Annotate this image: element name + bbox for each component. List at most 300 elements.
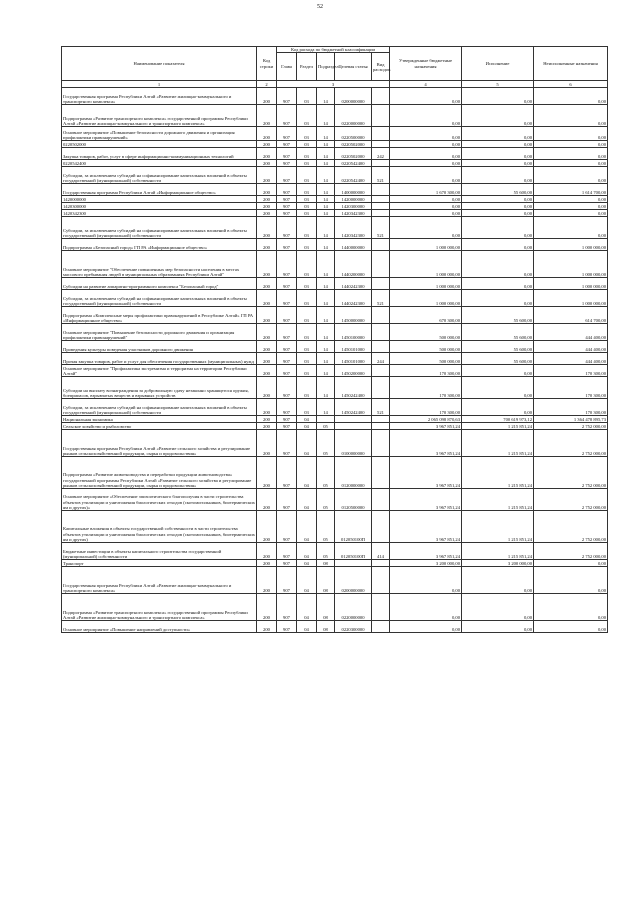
cell-vr	[372, 184, 390, 196]
cell-razdel: 04	[297, 430, 317, 457]
cell-glava: 907	[277, 307, 297, 324]
cell-razdel: 04	[297, 416, 317, 423]
cell-name: Капитальные вложения в объекты государственной собственности в части строительства объектов утилизации и уничтожения биологических отходов (скотомогильников, биотермических ям и других)	[62, 511, 257, 543]
cell-exec: 1 215 851,24	[462, 543, 534, 560]
cell-razdel: 03	[297, 217, 317, 239]
cell-exec: 0,00	[462, 127, 534, 141]
cell-exec: 1 215 851,24	[462, 423, 534, 430]
cell-line: 200	[257, 377, 277, 399]
cell-vr	[372, 88, 390, 105]
cell-unexec: 1 000 000,00	[534, 239, 608, 251]
cell-name: Государственная программа Республики Алтай «Развитие сельского хозяйства и регулирование рынков сельскохозяйственной продукции, сырья и продовольствия»	[62, 430, 257, 457]
cell-line: 200	[257, 290, 277, 307]
cell-appr: 0,00	[390, 105, 462, 127]
cell-glava: 907	[277, 160, 297, 167]
cell-exec: 700 619 973,12	[462, 416, 534, 423]
cell-glava: 907	[277, 196, 297, 203]
cell-vr	[372, 105, 390, 127]
cell-podr: 14	[317, 160, 335, 167]
cell-line: 200	[257, 353, 277, 365]
cell-razdel: 04	[297, 511, 317, 543]
cell-cs: 0220000000	[335, 594, 372, 621]
table-row	[62, 594, 608, 621]
index-cell: 1	[62, 81, 257, 88]
cell-exec: 55 600,00	[462, 184, 534, 196]
cell-vr	[372, 307, 390, 324]
cell-exec: 1 215 851,24	[462, 430, 534, 457]
cell-unexec: 0,00	[534, 567, 608, 594]
cell-appr: 1 000 000,00	[390, 251, 462, 278]
table-row	[62, 210, 608, 217]
cell-podr	[317, 416, 335, 423]
cell-unexec: 1 614 700,00	[534, 184, 608, 196]
cell-glava: 907	[277, 430, 297, 457]
table-row	[62, 621, 608, 633]
cell-glava: 907	[277, 543, 297, 560]
cell-cs: 1440200000	[335, 251, 372, 278]
cell-exec: 0,00	[462, 239, 534, 251]
cell-vr: 521	[372, 399, 390, 416]
cell-cs: 1420300000	[335, 203, 372, 210]
cell-razdel: 04	[297, 457, 317, 489]
cell-vr	[372, 511, 390, 543]
cell-line: 200	[257, 184, 277, 196]
index-cell: 6	[534, 81, 608, 88]
header-classification-group: Код расхода по бюджетной классификации	[277, 47, 390, 53]
cell-unexec: 0,00	[534, 148, 608, 160]
cell-podr: 08	[317, 567, 335, 594]
cell-cs: 1450101000	[335, 353, 372, 365]
cell-name: Подпрограмма «Развитие транспортного комплекса» государственной программы Республики Алтай «Развитие жилищно-коммунального и транспортного комплекса»	[62, 105, 257, 127]
cell-vr	[372, 567, 390, 594]
cell-unexec: 170 300,00	[534, 399, 608, 416]
cell-glava: 907	[277, 365, 297, 377]
cell-line: 200	[257, 543, 277, 560]
cell-appr: 0,00	[390, 88, 462, 105]
cell-exec: 0,00	[462, 251, 534, 278]
cell-line: 200	[257, 594, 277, 621]
cell-unexec: 0,00	[534, 560, 608, 567]
cell-name: 1420342300	[62, 210, 257, 217]
table-row	[62, 457, 608, 489]
cell-line: 200	[257, 621, 277, 633]
cell-razdel: 03	[297, 353, 317, 365]
cell-unexec: 1 000 000,00	[534, 251, 608, 278]
table-row	[62, 560, 608, 567]
cell-cs: 0120000000	[335, 457, 372, 489]
cell-name: Основное мероприятие "Обеспечение повышенных мер безопасности населения в местах массового пребывания людей в муниципальных образованиях Республики Алтай"	[62, 251, 257, 278]
cell-appr: 3 200 000,00	[390, 560, 462, 567]
cell-podr: 14	[317, 278, 335, 290]
cell-podr: 14	[317, 184, 335, 196]
cell-appr: 0,00	[390, 594, 462, 621]
cell-podr: 05	[317, 511, 335, 543]
cell-glava: 907	[277, 217, 297, 239]
cell-cs: 1440242300	[335, 290, 372, 307]
cell-glava: 907	[277, 621, 297, 633]
cell-cs: 0200000000	[335, 567, 372, 594]
table-row	[62, 141, 608, 148]
cell-unexec: 0,00	[534, 594, 608, 621]
cell-cs: 1450100000	[335, 324, 372, 341]
cell-name: Субсидии, за исключением субсидий на софинансирование капитальных вложений в объекты государственной (муниципальной) собственности	[62, 167, 257, 184]
header-line-code: Код строки	[257, 47, 277, 81]
cell-appr: 3 967 851,24	[390, 489, 462, 511]
table-row	[62, 251, 608, 278]
cell-razdel: 03	[297, 365, 317, 377]
cell-name: 0220542400	[62, 160, 257, 167]
cell-name: Основное мероприятие «Обеспечение эпизоотического благополучия в части строительства объектов утилизации и уничтожения биологических отходов (скотомогильников, биотермических ям и других)»	[62, 489, 257, 511]
cell-exec: 55 600,00	[462, 353, 534, 365]
header-podrazdel: Подраздел	[317, 53, 335, 81]
cell-line: 200	[257, 365, 277, 377]
cell-exec: 0,00	[462, 196, 534, 203]
cell-podr: 14	[317, 353, 335, 365]
cell-name: Государственная программа Республики Алтай «Развитие жилищно-коммунального и транспортного комплекса»	[62, 88, 257, 105]
cell-podr: 05	[317, 457, 335, 489]
cell-exec: 1 215 851,24	[462, 457, 534, 489]
cell-name: Подпрограмма «Развитие транспортного комплекса» государственной программы Республики Алтай «Развитие жилищно-коммунального и транспортного комплекса»	[62, 594, 257, 621]
table-row	[62, 290, 608, 307]
cell-glava: 907	[277, 148, 297, 160]
cell-glava: 907	[277, 141, 297, 148]
header-vid: Вид расходов	[372, 53, 390, 81]
cell-razdel: 03	[297, 278, 317, 290]
table-row	[62, 278, 608, 290]
cell-podr: 14	[317, 210, 335, 217]
cell-vr	[372, 457, 390, 489]
cell-line: 200	[257, 141, 277, 148]
cell-appr: 500 000,00	[390, 353, 462, 365]
cell-name: 1420300000	[62, 203, 257, 210]
cell-name: Государственная программа Республики Алтай «Информационное общество»	[62, 184, 257, 196]
cell-name: Основное мероприятие "Профилактика экстремизма и терроризма на территории Республики Алтай"	[62, 365, 257, 377]
cell-appr: 0,00	[390, 148, 462, 160]
cell-line: 200	[257, 148, 277, 160]
cell-name: Субсидии, за исключением субсидий на софинансирование капитальных вложений в объекты государственной (муниципальной) собственности	[62, 217, 257, 239]
cell-vr	[372, 489, 390, 511]
cell-glava: 907	[277, 278, 297, 290]
cell-razdel: 03	[297, 167, 317, 184]
cell-vr	[372, 239, 390, 251]
cell-razdel: 03	[297, 196, 317, 203]
cell-vr	[372, 160, 390, 167]
cell-appr: 0,00	[390, 141, 462, 148]
cell-podr: 14	[317, 196, 335, 203]
budget-execution-table	[61, 46, 608, 633]
cell-cs: 1450101000	[335, 341, 372, 353]
cell-unexec: 1 000 000,00	[534, 278, 608, 290]
cell-vr: 521	[372, 217, 390, 239]
cell-razdel: 03	[297, 290, 317, 307]
cell-unexec: 444 400,00	[534, 341, 608, 353]
cell-razdel: 03	[297, 307, 317, 324]
cell-cs: 1450242400	[335, 399, 372, 416]
cell-razdel: 03	[297, 377, 317, 399]
cell-unexec: 0,00	[534, 160, 608, 167]
cell-vr	[372, 560, 390, 567]
cell-vr	[372, 210, 390, 217]
cell-vr: 521	[372, 167, 390, 184]
cell-podr: 14	[317, 105, 335, 127]
cell-appr: 2 065 098 870,63	[390, 416, 462, 423]
cell-razdel: 03	[297, 141, 317, 148]
cell-exec: 0,00	[462, 203, 534, 210]
cell-glava: 907	[277, 416, 297, 423]
cell-podr: 14	[317, 399, 335, 416]
cell-glava: 907	[277, 203, 297, 210]
cell-name: 0220502000	[62, 141, 257, 148]
header-name: Наименование показателя	[62, 47, 257, 81]
table-row	[62, 167, 608, 184]
cell-unexec: 0,00	[534, 621, 608, 633]
cell-vr: 521	[372, 290, 390, 307]
cell-glava: 907	[277, 377, 297, 399]
cell-vr	[372, 141, 390, 148]
cell-line: 200	[257, 278, 277, 290]
cell-glava: 907	[277, 399, 297, 416]
cell-line: 200	[257, 217, 277, 239]
cell-razdel: 04	[297, 594, 317, 621]
cell-glava: 907	[277, 210, 297, 217]
cell-razdel: 03	[297, 105, 317, 127]
cell-razdel: 04	[297, 567, 317, 594]
cell-unexec: 0,00	[534, 88, 608, 105]
cell-glava: 907	[277, 567, 297, 594]
cell-unexec: 444 400,00	[534, 324, 608, 341]
cell-glava: 907	[277, 511, 297, 543]
header-executed: Исполнение	[462, 47, 534, 81]
cell-cs: 1440242300	[335, 278, 372, 290]
cell-line: 200	[257, 160, 277, 167]
cell-cs: 0220502000	[335, 141, 372, 148]
table-row	[62, 423, 608, 430]
cell-appr: 0,00	[390, 160, 462, 167]
cell-unexec: 0,00	[534, 196, 608, 203]
header-tselevaya: Целевая статья	[335, 53, 372, 81]
cell-exec: 55 600,00	[462, 341, 534, 353]
cell-razdel: 03	[297, 341, 317, 353]
cell-podr: 14	[317, 377, 335, 399]
cell-appr: 1 000 000,00	[390, 278, 462, 290]
cell-exec: 1 215 851,24	[462, 489, 534, 511]
cell-vr	[372, 324, 390, 341]
table-row	[62, 160, 608, 167]
cell-podr: 14	[317, 307, 335, 324]
cell-vr: 242	[372, 148, 390, 160]
cell-cs: 0220500000	[335, 127, 372, 141]
cell-appr: 500 000,00	[390, 324, 462, 341]
cell-unexec: 2 752 000,00	[534, 430, 608, 457]
cell-name: Основное мероприятие «Повышение направлений доступности»	[62, 621, 257, 633]
header-razdel: Раздел	[297, 53, 317, 81]
cell-name: Бюджетные инвестиции в объекты капитального строительства государственной (муниципальной) собственности	[62, 543, 257, 560]
cell-razdel: 04	[297, 489, 317, 511]
cell-vr	[372, 278, 390, 290]
cell-unexec: 0,00	[534, 127, 608, 141]
cell-exec: 55 600,00	[462, 324, 534, 341]
cell-appr: 170 300,00	[390, 365, 462, 377]
cell-cs: 0220502000	[335, 148, 372, 160]
cell-razdel: 03	[297, 324, 317, 341]
cell-podr: 14	[317, 88, 335, 105]
cell-appr: 0,00	[390, 217, 462, 239]
cell-podr: 08	[317, 560, 335, 567]
cell-exec: 0,00	[462, 399, 534, 416]
index-cell: 3	[277, 81, 390, 88]
cell-appr: 1 000 000,00	[390, 239, 462, 251]
cell-name: Закупка товаров, работ, услуг в сфере информационно-коммуникационных технологий	[62, 148, 257, 160]
cell-unexec: 0,00	[534, 217, 608, 239]
table-row	[62, 341, 608, 353]
cell-name: Субсидии на выплату вознаграждения за добровольную сдачу незаконно хранящегося оружия, боеприпасов, взрывчатых веществ и взрывных устройств	[62, 377, 257, 399]
cell-vr	[372, 341, 390, 353]
cell-appr: 0,00	[390, 621, 462, 633]
cell-podr: 08	[317, 621, 335, 633]
cell-line: 200	[257, 127, 277, 141]
cell-name: Сельское хозяйство и рыболовство	[62, 423, 257, 430]
cell-line: 200	[257, 324, 277, 341]
cell-unexec: 614 700,00	[534, 307, 608, 324]
cell-exec: 0,00	[462, 290, 534, 307]
cell-unexec: 0,00	[534, 210, 608, 217]
cell-line: 200	[257, 105, 277, 127]
cell-razdel: 04	[297, 543, 317, 560]
cell-glava: 907	[277, 423, 297, 430]
cell-cs: 1450200000	[335, 365, 372, 377]
cell-appr: 670 300,00	[390, 307, 462, 324]
cell-exec: 1 215 851,24	[462, 511, 534, 543]
cell-unexec: 0,00	[534, 203, 608, 210]
cell-cs: 0120500000	[335, 489, 372, 511]
cell-unexec: 1 000 000,00	[534, 290, 608, 307]
cell-vr: 244	[372, 353, 390, 365]
table-row	[62, 377, 608, 399]
cell-exec: 0,00	[462, 365, 534, 377]
index-cell: 2	[257, 81, 277, 88]
cell-appr: 0,00	[390, 167, 462, 184]
cell-appr: 3 967 851,24	[390, 543, 462, 560]
cell-podr: 14	[317, 239, 335, 251]
cell-exec: 0,00	[462, 148, 534, 160]
table-row	[62, 88, 608, 105]
cell-glava: 907	[277, 88, 297, 105]
cell-line: 200	[257, 196, 277, 203]
cell-podr: 05	[317, 423, 335, 430]
cell-cs: 012050100П	[335, 543, 372, 560]
cell-unexec: 170 300,00	[534, 377, 608, 399]
table-row	[62, 567, 608, 594]
cell-glava: 907	[277, 251, 297, 278]
cell-glava: 907	[277, 489, 297, 511]
cell-razdel: 03	[297, 239, 317, 251]
cell-exec: 0,00	[462, 217, 534, 239]
cell-cs: 012050100П	[335, 511, 372, 543]
cell-unexec: 0,00	[534, 105, 608, 127]
cell-appr: 170 300,00	[390, 399, 462, 416]
cell-vr	[372, 621, 390, 633]
table-row	[62, 365, 608, 377]
cell-appr: 3 967 851,24	[390, 430, 462, 457]
cell-appr: 3 967 851,24	[390, 511, 462, 543]
cell-podr: 14	[317, 127, 335, 141]
cell-glava: 907	[277, 127, 297, 141]
cell-line: 200	[257, 399, 277, 416]
table-row	[62, 430, 608, 457]
cell-podr: 05	[317, 543, 335, 560]
cell-unexec: 2 752 000,00	[534, 457, 608, 489]
cell-razdel: 04	[297, 560, 317, 567]
cell-name: Субсидии, за исключением субсидий на софинансирование капитальных вложений в объекты государственной (муниципальной) собственности	[62, 399, 257, 416]
header-approved: Утвержденные бюджетные назначения	[390, 47, 462, 81]
cell-exec: 0,00	[462, 377, 534, 399]
table-row	[62, 196, 608, 203]
cell-line: 200	[257, 88, 277, 105]
cell-appr: 0,00	[390, 203, 462, 210]
cell-appr: 3 967 851,24	[390, 423, 462, 430]
table-row	[62, 127, 608, 141]
cell-exec: 0,00	[462, 88, 534, 105]
cell-razdel: 03	[297, 210, 317, 217]
cell-appr: 3 967 851,24	[390, 457, 462, 489]
cell-exec: 0,00	[462, 160, 534, 167]
cell-line: 200	[257, 251, 277, 278]
cell-glava: 907	[277, 167, 297, 184]
cell-razdel: 04	[297, 423, 317, 430]
header-unexecuted: Неисполненные назначения	[534, 47, 608, 81]
cell-cs: 0220300000	[335, 621, 372, 633]
cell-exec: 55 600,00	[462, 307, 534, 324]
cell-vr	[372, 594, 390, 621]
cell-cs	[335, 416, 372, 423]
cell-razdel: 03	[297, 251, 317, 278]
cell-glava: 907	[277, 594, 297, 621]
cell-exec: 0,00	[462, 278, 534, 290]
cell-podr: 14	[317, 148, 335, 160]
cell-razdel: 03	[297, 203, 317, 210]
cell-razdel: 03	[297, 127, 317, 141]
cell-unexec: 170 300,00	[534, 365, 608, 377]
cell-appr: 0,00	[390, 567, 462, 594]
cell-cs	[335, 423, 372, 430]
cell-glava: 907	[277, 560, 297, 567]
cell-razdel: 03	[297, 399, 317, 416]
cell-name: Основное мероприятие «Повышение безопасности дорожного движения и организация профилактики правонарушений»	[62, 127, 257, 141]
cell-name: Транспорт	[62, 560, 257, 567]
cell-cs: 0100000000	[335, 430, 372, 457]
cell-cs: 1420342300	[335, 210, 372, 217]
cell-vr	[372, 423, 390, 430]
cell-glava: 907	[277, 105, 297, 127]
cell-cs: 1440000000	[335, 239, 372, 251]
cell-podr: 14	[317, 203, 335, 210]
cell-exec: 0,00	[462, 141, 534, 148]
cell-razdel: 03	[297, 160, 317, 167]
cell-name: Проведения культуры поведения участников дорожного движения	[62, 341, 257, 353]
cell-cs: 1400000000	[335, 184, 372, 196]
cell-exec: 0,00	[462, 621, 534, 633]
cell-line: 200	[257, 430, 277, 457]
cell-cs: 0220542400	[335, 160, 372, 167]
cell-unexec: 2 752 000,00	[534, 423, 608, 430]
cell-glava: 907	[277, 457, 297, 489]
cell-unexec: 2 752 000,00	[534, 543, 608, 560]
cell-cs: 1450000000	[335, 307, 372, 324]
table-row	[62, 184, 608, 196]
cell-glava: 907	[277, 239, 297, 251]
cell-name: Подпрограмма «Развитие животноводства и переработки продукции животноводства» государственной программы Республики Алтай «Развитие сельского хозяйства и регулирование рынков сельскохозяйственной продукции, сырья и продовольствия»	[62, 457, 257, 489]
cell-line: 200	[257, 167, 277, 184]
